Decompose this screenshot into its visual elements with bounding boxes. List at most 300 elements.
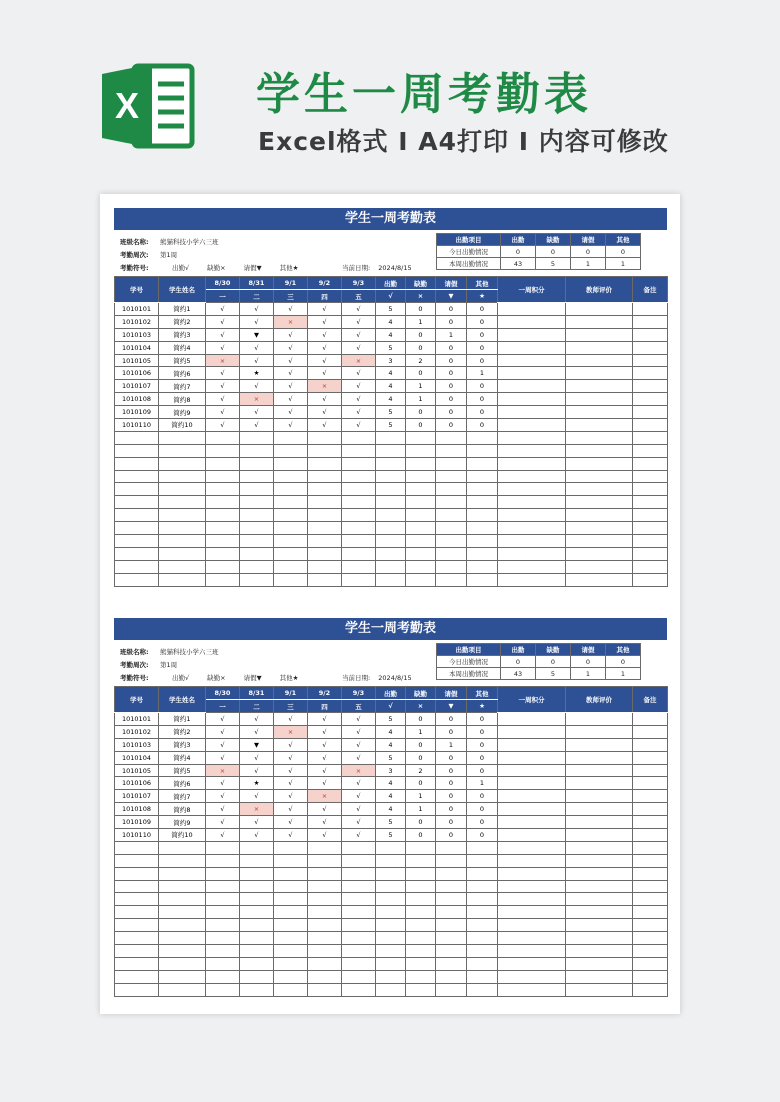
empty-cell[interactable]	[633, 867, 668, 880]
empty-cell[interactable]	[498, 431, 566, 444]
attendance-mark-cell[interactable]: √	[206, 367, 240, 380]
empty-cell[interactable]	[498, 957, 566, 970]
attendance-mark-cell[interactable]: √	[206, 380, 240, 393]
empty-cell[interactable]	[436, 854, 467, 867]
empty-cell[interactable]	[406, 509, 436, 522]
empty-cell[interactable]	[342, 932, 376, 945]
empty-cell[interactable]	[206, 970, 240, 983]
empty-cell[interactable]	[436, 470, 467, 483]
attendance-mark-cell[interactable]: √	[308, 303, 342, 316]
empty-cell[interactable]	[376, 522, 406, 535]
empty-cell[interactable]	[274, 957, 308, 970]
empty-cell[interactable]	[406, 919, 436, 932]
attendance-mark-cell[interactable]: √	[308, 751, 342, 764]
attendance-mark-cell[interactable]: √	[206, 419, 240, 432]
empty-cell[interactable]	[566, 535, 633, 548]
count-cell[interactable]: 1	[467, 367, 498, 380]
attendance-mark-cell[interactable]: √	[342, 738, 376, 751]
empty-cell[interactable]	[566, 945, 633, 958]
attendance-mark-cell[interactable]: √	[342, 380, 376, 393]
student-id-cell[interactable]: 1010109	[115, 406, 159, 419]
count-cell[interactable]: 0	[406, 328, 436, 341]
attendance-mark-cell[interactable]: √	[274, 328, 308, 341]
count-cell[interactable]: 1	[406, 725, 436, 738]
empty-cell[interactable]	[240, 547, 274, 560]
student-id-cell[interactable]: 1010104	[115, 751, 159, 764]
count-cell[interactable]: 3	[376, 764, 406, 777]
teacher-eval-cell[interactable]	[566, 380, 633, 393]
empty-cell[interactable]	[566, 547, 633, 560]
weekly-score-cell[interactable]	[498, 354, 566, 367]
empty-cell[interactable]	[159, 919, 206, 932]
summary-cell[interactable]: 5	[536, 258, 571, 270]
attendance-mark-cell[interactable]: √	[308, 393, 342, 406]
attendance-mark-cell[interactable]: √	[206, 816, 240, 829]
empty-cell[interactable]	[633, 841, 668, 854]
empty-cell[interactable]	[115, 483, 159, 496]
empty-cell[interactable]	[467, 983, 498, 996]
teacher-eval-cell[interactable]	[566, 803, 633, 816]
empty-cell[interactable]	[342, 535, 376, 548]
attendance-mark-cell[interactable]: √	[308, 816, 342, 829]
empty-cell[interactable]	[467, 496, 498, 509]
empty-cell[interactable]	[308, 970, 342, 983]
empty-cell[interactable]	[115, 470, 159, 483]
count-cell[interactable]: 0	[406, 367, 436, 380]
empty-cell[interactable]	[376, 919, 406, 932]
count-cell[interactable]: 1	[406, 790, 436, 803]
empty-cell[interactable]	[115, 573, 159, 586]
empty-cell[interactable]	[376, 496, 406, 509]
empty-cell[interactable]	[240, 522, 274, 535]
attendance-mark-cell[interactable]: √	[308, 315, 342, 328]
attendance-mark-cell[interactable]: √	[274, 303, 308, 316]
teacher-eval-cell[interactable]	[566, 713, 633, 726]
empty-cell[interactable]	[274, 457, 308, 470]
empty-cell[interactable]	[342, 893, 376, 906]
attendance-mark-cell[interactable]: √	[206, 406, 240, 419]
attendance-mark-cell[interactable]: √	[240, 751, 274, 764]
student-id-cell[interactable]: 1010106	[115, 367, 159, 380]
empty-cell[interactable]	[240, 496, 274, 509]
teacher-eval-cell[interactable]	[566, 790, 633, 803]
empty-cell[interactable]	[159, 983, 206, 996]
teacher-eval-cell[interactable]	[566, 725, 633, 738]
note-cell[interactable]	[633, 406, 668, 419]
empty-cell[interactable]	[240, 893, 274, 906]
attendance-mark-cell[interactable]: √	[206, 751, 240, 764]
empty-cell[interactable]	[115, 906, 159, 919]
weekly-score-cell[interactable]	[498, 725, 566, 738]
empty-cell[interactable]	[240, 970, 274, 983]
count-cell[interactable]: 0	[467, 790, 498, 803]
attendance-mark-cell[interactable]: √	[240, 315, 274, 328]
empty-cell[interactable]	[206, 841, 240, 854]
empty-cell[interactable]	[633, 496, 668, 509]
attendance-mark-cell[interactable]: √	[308, 764, 342, 777]
summary-cell[interactable]: 1	[606, 258, 641, 270]
empty-cell[interactable]	[206, 483, 240, 496]
attendance-mark-cell[interactable]: √	[240, 725, 274, 738]
empty-cell[interactable]	[274, 867, 308, 880]
note-cell[interactable]	[633, 303, 668, 316]
empty-cell[interactable]	[206, 547, 240, 560]
empty-cell[interactable]	[633, 906, 668, 919]
empty-cell[interactable]	[633, 854, 668, 867]
note-cell[interactable]	[633, 354, 668, 367]
note-cell[interactable]	[633, 829, 668, 842]
attendance-mark-cell[interactable]: √	[308, 803, 342, 816]
weekly-score-cell[interactable]	[498, 738, 566, 751]
empty-cell[interactable]	[498, 854, 566, 867]
empty-cell[interactable]	[159, 854, 206, 867]
empty-cell[interactable]	[342, 431, 376, 444]
teacher-eval-cell[interactable]	[566, 419, 633, 432]
empty-cell[interactable]	[566, 867, 633, 880]
attendance-mark-cell[interactable]: √	[274, 380, 308, 393]
count-cell[interactable]: 0	[436, 303, 467, 316]
empty-cell[interactable]	[436, 957, 467, 970]
empty-cell[interactable]	[240, 483, 274, 496]
student-id-cell[interactable]: 1010107	[115, 380, 159, 393]
empty-cell[interactable]	[436, 496, 467, 509]
empty-cell[interactable]	[342, 560, 376, 573]
empty-cell[interactable]	[498, 880, 566, 893]
empty-cell[interactable]	[498, 457, 566, 470]
empty-cell[interactable]	[274, 893, 308, 906]
count-cell[interactable]: 5	[376, 341, 406, 354]
student-name-cell[interactable]: 简约4	[159, 751, 206, 764]
empty-cell[interactable]	[159, 535, 206, 548]
weekly-score-cell[interactable]	[498, 419, 566, 432]
empty-cell[interactable]	[115, 509, 159, 522]
empty-cell[interactable]	[467, 431, 498, 444]
empty-cell[interactable]	[240, 560, 274, 573]
count-cell[interactable]: 5	[376, 816, 406, 829]
attendance-mark-cell[interactable]: √	[240, 816, 274, 829]
note-cell[interactable]	[633, 777, 668, 790]
empty-cell[interactable]	[436, 970, 467, 983]
empty-cell[interactable]	[406, 970, 436, 983]
empty-cell[interactable]	[376, 509, 406, 522]
empty-cell[interactable]	[240, 945, 274, 958]
weekly-score-cell[interactable]	[498, 380, 566, 393]
weekly-score-cell[interactable]	[498, 406, 566, 419]
empty-cell[interactable]	[406, 560, 436, 573]
count-cell[interactable]: 0	[436, 725, 467, 738]
empty-cell[interactable]	[436, 431, 467, 444]
empty-cell[interactable]	[206, 957, 240, 970]
teacher-eval-cell[interactable]	[566, 406, 633, 419]
empty-cell[interactable]	[342, 444, 376, 457]
empty-cell[interactable]	[633, 431, 668, 444]
empty-cell[interactable]	[498, 509, 566, 522]
empty-cell[interactable]	[566, 470, 633, 483]
empty-cell[interactable]	[308, 867, 342, 880]
attendance-mark-cell[interactable]: √	[206, 315, 240, 328]
weekly-score-cell[interactable]	[498, 315, 566, 328]
empty-cell[interactable]	[342, 867, 376, 880]
weekly-score-cell[interactable]	[498, 803, 566, 816]
empty-cell[interactable]	[498, 919, 566, 932]
empty-cell[interactable]	[274, 841, 308, 854]
empty-cell[interactable]	[274, 535, 308, 548]
empty-cell[interactable]	[376, 983, 406, 996]
student-name-cell[interactable]: 简约10	[159, 419, 206, 432]
summary-cell[interactable]: 0	[501, 656, 536, 668]
empty-cell[interactable]	[115, 547, 159, 560]
student-name-cell[interactable]: 简约2	[159, 725, 206, 738]
empty-cell[interactable]	[467, 854, 498, 867]
empty-cell[interactable]	[159, 957, 206, 970]
count-cell[interactable]: 0	[467, 393, 498, 406]
count-cell[interactable]: 3	[376, 354, 406, 367]
empty-cell[interactable]	[159, 470, 206, 483]
count-cell[interactable]: 5	[376, 419, 406, 432]
empty-cell[interactable]	[406, 893, 436, 906]
empty-cell[interactable]	[436, 893, 467, 906]
count-cell[interactable]: 0	[406, 751, 436, 764]
empty-cell[interactable]	[376, 854, 406, 867]
teacher-eval-cell[interactable]	[566, 751, 633, 764]
teacher-eval-cell[interactable]	[566, 764, 633, 777]
empty-cell[interactable]	[498, 945, 566, 958]
empty-cell[interactable]	[240, 906, 274, 919]
count-cell[interactable]: 0	[406, 303, 436, 316]
empty-cell[interactable]	[436, 457, 467, 470]
empty-cell[interactable]	[467, 522, 498, 535]
empty-cell[interactable]	[498, 522, 566, 535]
empty-cell[interactable]	[436, 535, 467, 548]
summary-cell[interactable]: 5	[536, 668, 571, 680]
empty-cell[interactable]	[159, 560, 206, 573]
empty-cell[interactable]	[115, 854, 159, 867]
empty-cell[interactable]	[376, 867, 406, 880]
attendance-mark-cell[interactable]: √	[206, 393, 240, 406]
attendance-mark-cell[interactable]: ×	[308, 790, 342, 803]
empty-cell[interactable]	[159, 945, 206, 958]
empty-cell[interactable]	[159, 457, 206, 470]
count-cell[interactable]: 0	[406, 713, 436, 726]
empty-cell[interactable]	[115, 957, 159, 970]
attendance-mark-cell[interactable]: ×	[240, 803, 274, 816]
attendance-mark-cell[interactable]: √	[206, 777, 240, 790]
empty-cell[interactable]	[342, 573, 376, 586]
empty-cell[interactable]	[308, 573, 342, 586]
empty-cell[interactable]	[240, 880, 274, 893]
student-id-cell[interactable]: 1010110	[115, 419, 159, 432]
empty-cell[interactable]	[498, 970, 566, 983]
empty-cell[interactable]	[159, 431, 206, 444]
empty-cell[interactable]	[566, 509, 633, 522]
empty-cell[interactable]	[376, 841, 406, 854]
empty-cell[interactable]	[206, 522, 240, 535]
note-cell[interactable]	[633, 764, 668, 777]
teacher-eval-cell[interactable]	[566, 738, 633, 751]
empty-cell[interactable]	[566, 496, 633, 509]
student-id-cell[interactable]: 1010108	[115, 803, 159, 816]
weekly-score-cell[interactable]	[498, 367, 566, 380]
empty-cell[interactable]	[308, 906, 342, 919]
attendance-mark-cell[interactable]: ▼	[240, 328, 274, 341]
empty-cell[interactable]	[274, 854, 308, 867]
empty-cell[interactable]	[566, 906, 633, 919]
empty-cell[interactable]	[159, 496, 206, 509]
count-cell[interactable]: 0	[467, 406, 498, 419]
teacher-eval-cell[interactable]	[566, 829, 633, 842]
empty-cell[interactable]	[115, 880, 159, 893]
attendance-mark-cell[interactable]: √	[274, 341, 308, 354]
empty-cell[interactable]	[308, 522, 342, 535]
count-cell[interactable]: 5	[376, 713, 406, 726]
empty-cell[interactable]	[436, 522, 467, 535]
empty-cell[interactable]	[467, 444, 498, 457]
empty-cell[interactable]	[159, 906, 206, 919]
empty-cell[interactable]	[274, 496, 308, 509]
count-cell[interactable]: 4	[376, 777, 406, 790]
empty-cell[interactable]	[633, 932, 668, 945]
empty-cell[interactable]	[274, 880, 308, 893]
empty-cell[interactable]	[115, 457, 159, 470]
attendance-mark-cell[interactable]: ★	[240, 777, 274, 790]
teacher-eval-cell[interactable]	[566, 341, 633, 354]
attendance-mark-cell[interactable]: √	[342, 803, 376, 816]
summary-cell[interactable]: 1	[606, 668, 641, 680]
count-cell[interactable]: 0	[436, 790, 467, 803]
student-name-cell[interactable]: 简约9	[159, 816, 206, 829]
student-name-cell[interactable]: 简约10	[159, 829, 206, 842]
count-cell[interactable]: 1	[467, 777, 498, 790]
summary-cell[interactable]: 0	[536, 656, 571, 668]
empty-cell[interactable]	[206, 560, 240, 573]
count-cell[interactable]: 5	[376, 751, 406, 764]
empty-cell[interactable]	[633, 919, 668, 932]
weekly-score-cell[interactable]	[498, 341, 566, 354]
count-cell[interactable]: 0	[406, 419, 436, 432]
empty-cell[interactable]	[406, 547, 436, 560]
weekly-score-cell[interactable]	[498, 328, 566, 341]
count-cell[interactable]: 0	[436, 713, 467, 726]
attendance-mark-cell[interactable]: √	[342, 303, 376, 316]
empty-cell[interactable]	[274, 983, 308, 996]
empty-cell[interactable]	[633, 945, 668, 958]
empty-cell[interactable]	[406, 496, 436, 509]
empty-cell[interactable]	[240, 841, 274, 854]
empty-cell[interactable]	[467, 560, 498, 573]
empty-cell[interactable]	[467, 547, 498, 560]
empty-cell[interactable]	[206, 509, 240, 522]
empty-cell[interactable]	[498, 906, 566, 919]
student-name-cell[interactable]: 简约1	[159, 303, 206, 316]
empty-cell[interactable]	[342, 496, 376, 509]
attendance-mark-cell[interactable]: √	[308, 829, 342, 842]
count-cell[interactable]: 0	[436, 419, 467, 432]
empty-cell[interactable]	[274, 470, 308, 483]
empty-cell[interactable]	[406, 444, 436, 457]
empty-cell[interactable]	[342, 854, 376, 867]
empty-cell[interactable]	[342, 470, 376, 483]
empty-cell[interactable]	[406, 535, 436, 548]
attendance-mark-cell[interactable]: √	[274, 367, 308, 380]
weekly-score-cell[interactable]	[498, 764, 566, 777]
empty-cell[interactable]	[566, 431, 633, 444]
empty-cell[interactable]	[406, 483, 436, 496]
student-name-cell[interactable]: 简约7	[159, 790, 206, 803]
attendance-mark-cell[interactable]: √	[308, 725, 342, 738]
empty-cell[interactable]	[159, 932, 206, 945]
empty-cell[interactable]	[159, 893, 206, 906]
empty-cell[interactable]	[498, 496, 566, 509]
count-cell[interactable]: 0	[406, 816, 436, 829]
weekly-score-cell[interactable]	[498, 790, 566, 803]
student-id-cell[interactable]: 1010103	[115, 738, 159, 751]
empty-cell[interactable]	[308, 893, 342, 906]
empty-cell[interactable]	[376, 457, 406, 470]
count-cell[interactable]: 4	[376, 738, 406, 751]
empty-cell[interactable]	[206, 431, 240, 444]
attendance-mark-cell[interactable]: ▼	[240, 738, 274, 751]
attendance-mark-cell[interactable]: √	[342, 328, 376, 341]
empty-cell[interactable]	[436, 560, 467, 573]
count-cell[interactable]: 0	[406, 341, 436, 354]
note-cell[interactable]	[633, 380, 668, 393]
weekly-score-cell[interactable]	[498, 713, 566, 726]
empty-cell[interactable]	[240, 932, 274, 945]
empty-cell[interactable]	[436, 880, 467, 893]
student-id-cell[interactable]: 1010110	[115, 829, 159, 842]
count-cell[interactable]: 4	[376, 367, 406, 380]
count-cell[interactable]: 0	[436, 393, 467, 406]
attendance-mark-cell[interactable]: √	[274, 816, 308, 829]
student-name-cell[interactable]: 简约3	[159, 738, 206, 751]
empty-cell[interactable]	[376, 431, 406, 444]
empty-cell[interactable]	[633, 560, 668, 573]
empty-cell[interactable]	[436, 945, 467, 958]
empty-cell[interactable]	[436, 483, 467, 496]
count-cell[interactable]: 1	[406, 803, 436, 816]
empty-cell[interactable]	[308, 880, 342, 893]
empty-cell[interactable]	[159, 444, 206, 457]
count-cell[interactable]: 0	[467, 816, 498, 829]
attendance-mark-cell[interactable]: √	[274, 751, 308, 764]
empty-cell[interactable]	[115, 522, 159, 535]
attendance-mark-cell[interactable]: ★	[240, 367, 274, 380]
empty-cell[interactable]	[467, 535, 498, 548]
attendance-mark-cell[interactable]: √	[342, 315, 376, 328]
empty-cell[interactable]	[308, 547, 342, 560]
teacher-eval-cell[interactable]	[566, 393, 633, 406]
empty-cell[interactable]	[566, 854, 633, 867]
empty-cell[interactable]	[115, 970, 159, 983]
attendance-mark-cell[interactable]: √	[308, 341, 342, 354]
attendance-mark-cell[interactable]: √	[206, 738, 240, 751]
attendance-mark-cell[interactable]: √	[206, 303, 240, 316]
attendance-mark-cell[interactable]: ×	[274, 315, 308, 328]
empty-cell[interactable]	[308, 509, 342, 522]
student-name-cell[interactable]: 简约8	[159, 393, 206, 406]
weekly-score-cell[interactable]	[498, 751, 566, 764]
empty-cell[interactable]	[115, 919, 159, 932]
note-cell[interactable]	[633, 738, 668, 751]
student-name-cell[interactable]: 简约9	[159, 406, 206, 419]
empty-cell[interactable]	[308, 444, 342, 457]
empty-cell[interactable]	[206, 457, 240, 470]
empty-cell[interactable]	[406, 522, 436, 535]
empty-cell[interactable]	[467, 957, 498, 970]
empty-cell[interactable]	[633, 893, 668, 906]
empty-cell[interactable]	[467, 893, 498, 906]
count-cell[interactable]: 4	[376, 790, 406, 803]
